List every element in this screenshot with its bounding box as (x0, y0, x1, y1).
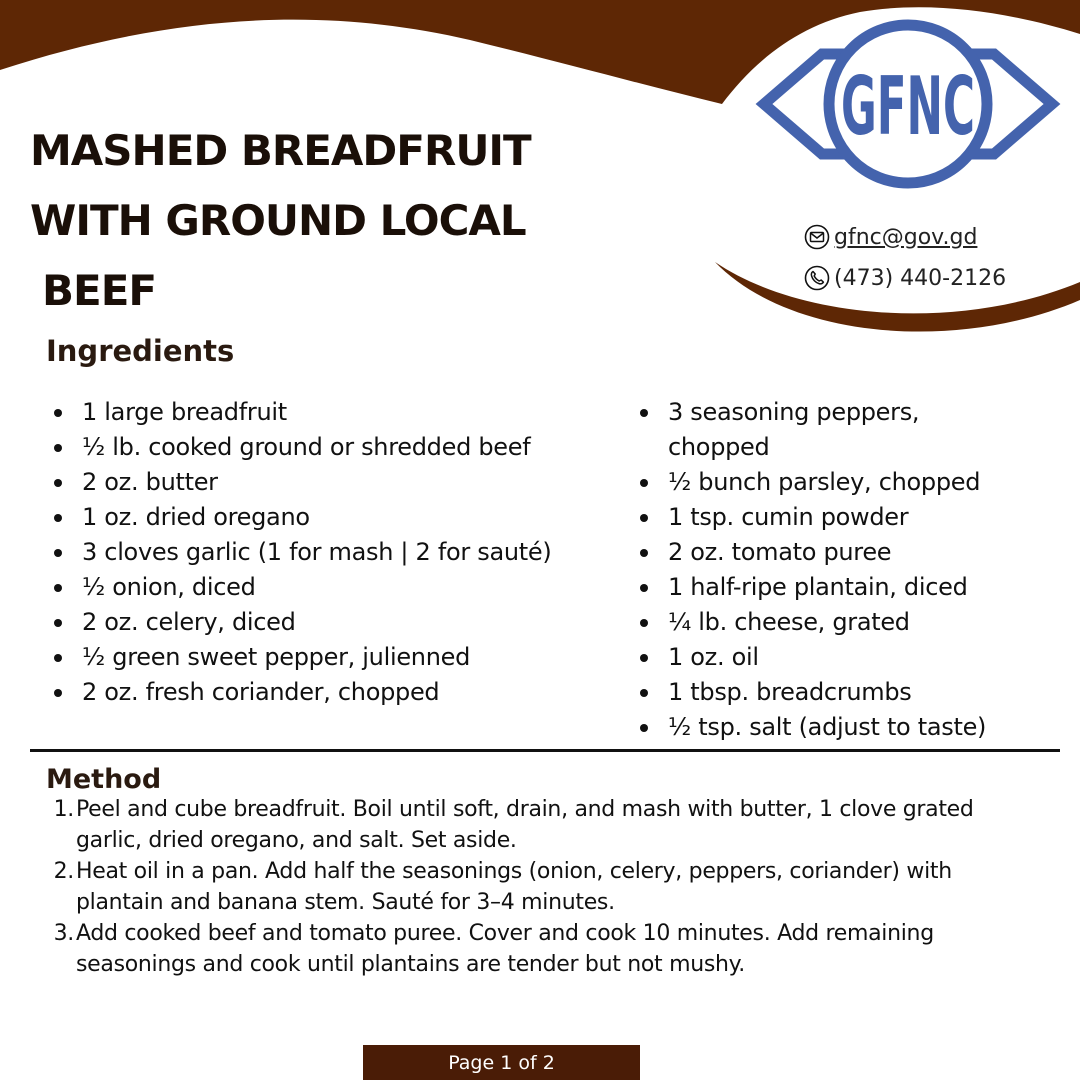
step-text: Add cooked beef and tomato puree. Cover and cook 10 minutes. Add remaining seasonings and cook until plantains are tender but not mushy. (76, 921, 934, 977)
ingredient-item: ½ lb. cooked ground or shredded beef (52, 430, 634, 465)
step-number: 3. (53, 921, 74, 946)
section-divider (30, 749, 1060, 752)
step-number: 2. (53, 859, 74, 884)
method-step (46, 918, 1006, 980)
contact-phone (804, 265, 1006, 291)
title-line: BEEF (42, 266, 157, 315)
ingredient-item: ½ tsp. salt (adjust to taste) (638, 710, 1058, 745)
step-text: Heat oil in a pan. Add half the seasonings (onion, celery, peppers, coriander) with plantain and banana stem. Sauté for 3–4 minutes. (76, 859, 952, 915)
method-step (46, 794, 1006, 856)
ingredient-item: 2 oz. fresh coriander, chopped (52, 675, 634, 710)
ingredient-item: 3 seasoning peppers, chopped (638, 395, 958, 465)
method-step (46, 856, 1006, 918)
recipe-title (30, 116, 531, 326)
ingredient-item: 1 tsp. cumin powder (638, 500, 1058, 535)
ingredient-item: 1 tbsp. breadcrumbs (638, 675, 1058, 710)
ingredient-item: 1 oz. dried oregano (52, 500, 634, 535)
method-steps (46, 794, 1006, 980)
title-line: MASHED BREADFRUIT (30, 126, 531, 175)
envelope-icon (804, 224, 830, 250)
ingredient-item: ¼ lb. cheese, grated (638, 605, 1058, 640)
ingredient-item: 2 oz. tomato puree (638, 535, 1058, 570)
ingredient-item: ½ green sweet pepper, julienned (52, 640, 634, 675)
ingredient-item: 3 cloves garlic (1 for mash | 2 for sauté) (52, 535, 634, 570)
ingredients-list-left (52, 395, 634, 710)
svg-text:GFNC: GFNC (841, 60, 975, 153)
ingredient-item: 1 large breadfruit (52, 395, 634, 430)
gfnc-logo (762, 18, 1054, 188)
method-heading: Method (46, 764, 162, 795)
step-text: Peel and cube breadfruit. Boil until soft, drain, and mash with butter, 1 clove grated garlic, dried oregano, and salt. Set aside. (76, 797, 974, 853)
ingredients-list-right (638, 395, 1058, 745)
title-line: WITH GROUND LOCAL (30, 196, 526, 245)
ingredient-item: 2 oz. celery, diced (52, 605, 634, 640)
ingredient-item: 1 oz. oil (638, 640, 1058, 675)
email-link[interactable]: gfnc@gov.gd (834, 224, 978, 250)
ingredient-item: 1 half-ripe plantain, diced (638, 570, 1058, 605)
ingredient-item: 2 oz. butter (52, 465, 634, 500)
step-number: 1. (53, 797, 74, 822)
page-indicator: Page 1 of 2 (363, 1045, 640, 1080)
ingredient-item: ½ bunch parsley, chopped (638, 465, 1058, 500)
ingredients-heading: Ingredients (46, 334, 235, 368)
ingredient-item: ½ onion, diced (52, 570, 634, 605)
contact-email[interactable] (804, 224, 977, 250)
phone-number: (473) 440-2126 (834, 265, 1007, 291)
phone-icon (804, 265, 830, 291)
